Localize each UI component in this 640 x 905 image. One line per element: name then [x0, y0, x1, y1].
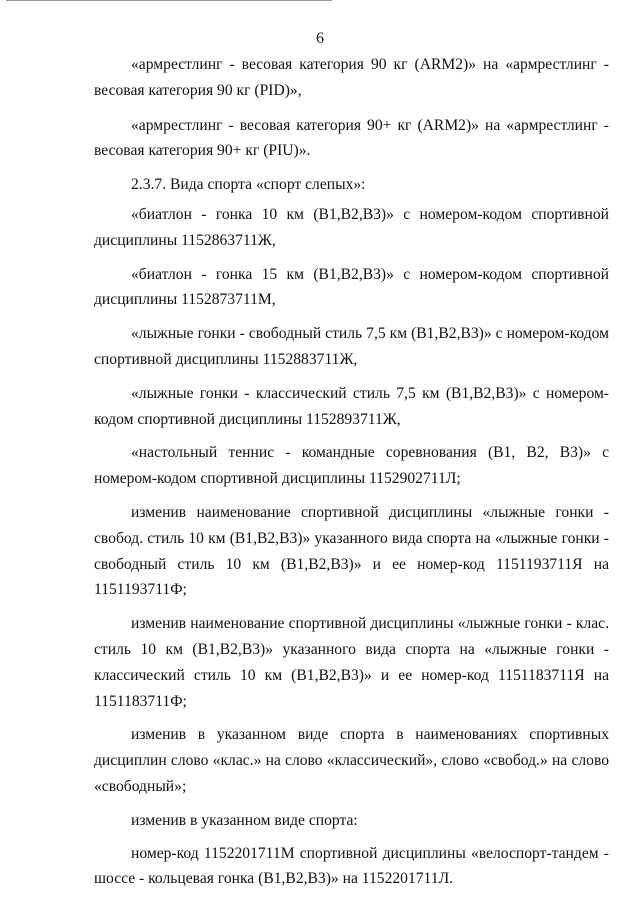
- paragraph-biathlon-10km: «биатлон - гонка 10 км (B1,B2,B3)» с номером-кодом спортивной дисциплины 1152863711Ж,: [94, 205, 609, 249]
- paragraph-table-tennis-team: «настольный теннис - командные соревнования (B1, B2, B3)» с номером-кодом спортивной дисциплины 1152902711Л;: [94, 444, 609, 488]
- paragraph-cycling-tandem-code: номер-код 1152201711М спортивной дисциплины «велоспорт-тандем - шоссе - кольцевая гонка (B1,B2,B3)» на 1152201711Л.: [94, 844, 609, 888]
- paragraph-change-in-sport: изменив в указанном виде спорта:: [131, 811, 358, 829]
- section-heading-sport-blind: 2.3.7. Вида спорта «спорт слепых»:: [131, 176, 366, 194]
- document-body: [94, 52, 609, 896]
- paragraph-ski-classic-7-5km: «лыжные гонки - классический стиль 7,5 км (B1,B2,B3)» с номером-кодом спортивной дисциплины 1152893711Ж,: [94, 384, 609, 428]
- paragraph-biathlon-15km: «биатлон - гонка 15 км (B1,B2,B3)» с номером-кодом спортивной дисциплины 1152873711М,: [94, 265, 609, 309]
- scan-edge-line: [6, 0, 332, 1]
- paragraph-ski-free-7-5km: «лыжные гонки - свободный стиль 7,5 км (B1,B2,B3)» с номером-кодом спортивной дисциплины 1152883711Ж,: [94, 325, 609, 368]
- paragraph-rename-ski-free: изменив наименование спортивной дисциплины «лыжные гонки - свобод. стиль 10 км (B1,B2,B3)» указанного вида спорта на «лыжные гонки - свободный стиль 10 км (B1,B2,B3)» и ее номер-код 1151193711Я на 1151193711Ф;: [94, 503, 609, 599]
- paragraph-arm-90: «армрестлинг - весовая категория 90 кг (ARM2)» на «армрестлинг - весовая категория 90 кг (PID)»,: [94, 56, 609, 99]
- paragraph-arm-90-plus: «армрестлинг - весовая категория 90+ кг (ARM2)» на «армрестлинг - весовая категория 90+ кг (PIU)».: [94, 116, 609, 160]
- page-number: 6: [316, 30, 324, 47]
- paragraph-rename-words: изменив в указанном виде спорта в наименованиях спортивных дисциплин слово «клас.» на слово «классический», слово «свобод.» на слово «свободный»;: [94, 726, 609, 795]
- paragraph-rename-ski-classic: изменив наименование спортивной дисциплины «лыжные гонки - клас. стиль 10 км (B1,B2,B3)» указанного вида спорта на «лыжные гонки - классический стиль 10 км (B1,B2,B3)» и ее номер-код 1151183711Я на 1151183711Ф;: [94, 615, 609, 710]
